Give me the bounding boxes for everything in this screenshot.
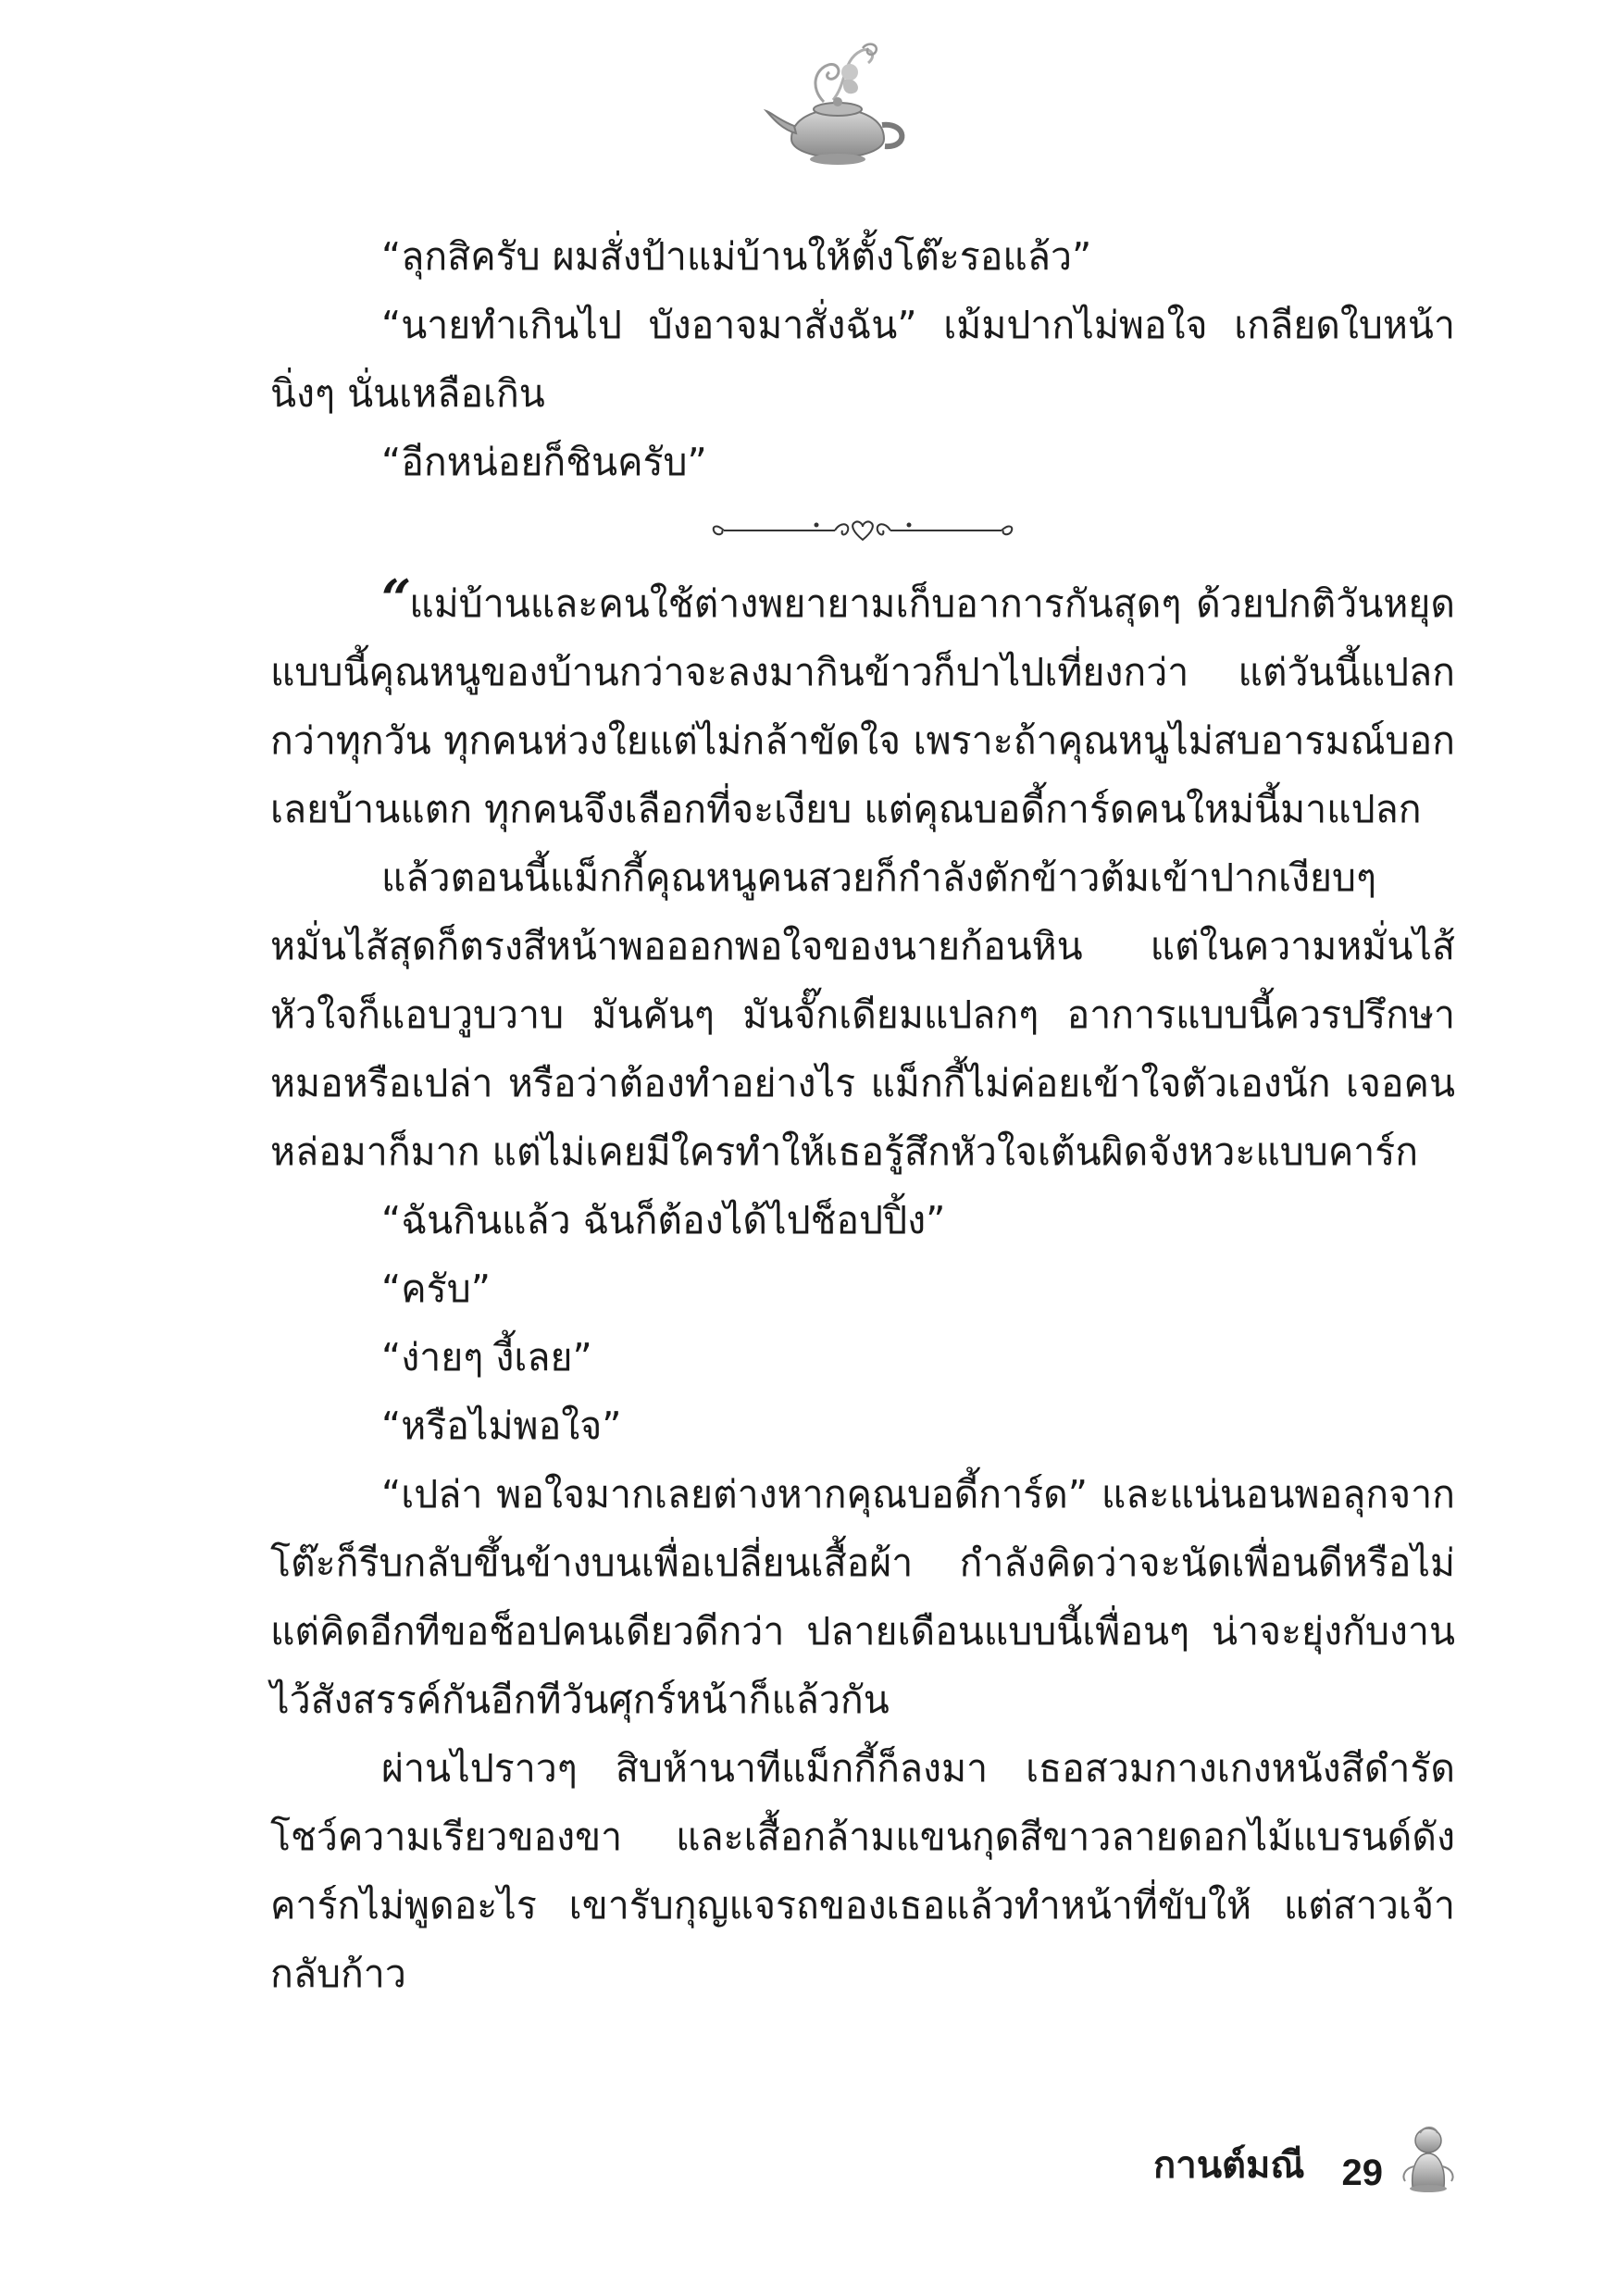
dropcap-quote-icon: “	[381, 568, 408, 630]
paragraph: “ลุกสิครับ ผมสั่งป้าแม่บ้านให้ตั้งโต๊ะรอแล้ว”	[381, 234, 1092, 279]
teapot-genie-icon	[759, 37, 916, 176]
body-text	[270, 222, 1455, 2008]
paragraph: “ง่ายๆ งี้เลย”	[381, 1335, 592, 1379]
paragraph: “หรือไม่พอใจ”	[381, 1404, 622, 1448]
heart-flourish-divider-icon	[705, 512, 1020, 549]
paragraph: ผ่านไปราวๆ สิบห้านาทีแม็กกี้ก็ลงมา เธอสวมกางเกงหนังสีดำรัดโชว์ความเรียวของขา และเสื้อกล้ามแขนกุดสีขาวลายดอกไม้แบรนด์ดัง คาร์กไม่พูดอะไร เขารับกุญแจรถของเธอแล้วทำหน้าที่ขับให้ แต่สาวเจ้ากลับก้าว	[270, 1746, 1455, 1996]
paragraph: “เปล่า พอใจมากเลยต่างหากคุณบอดี้การ์ด” และแน่นอนพอลุกจากโต๊ะก็รีบกลับขึ้นข้างบนเพื่อเปลี่ยนเสื้อผ้า กำลังคิดว่าจะนัดเพื่อนดีหรือไม่ แต่คิดอีกทีขอช็อปคนเดียวดีกว่า ปลายเดือนแบบนี้เพื่อนๆ น่าจะยุ่งกับงานไว้สังสรรค์กันอีกทีวันศุกร์หน้าก็แล้วกัน	[270, 1472, 1455, 1722]
dropcap-letter: แ	[409, 581, 434, 626]
author-name: กานต์มณี	[1153, 2144, 1305, 2187]
page-number: 29	[1341, 2152, 1383, 2193]
page-footer	[1153, 2120, 1461, 2194]
paragraph: “อีกหน่อยก็ชินครับ”	[381, 440, 707, 484]
paragraph: แล้วตอนนี้แม็กกี้คุณหนูคนสวยก็กำลังตักข้าวต้มเข้าปากเงียบๆ หมั่นไส้สุดก็ตรงสีหน้าพอออกพอใจของนายก้อนหิน แต่ในความหมั่นไส้หัวใจก็แอบวูบวาบ มันคันๆ มันจั๊กเดียมแปลกๆ อาการแบบนี้ควรปรึกษาหมอหรือเปล่า หรือว่าต้องทำอย่างไร แม็กกี้ไม่ค่อยเข้าใจตัวเองนัก เจอคนหล่อมาก็มาก แต่ไม่เคยมีใครทำให้เธอรู้สึกหัวใจเต้นผิดจังหวะแบบคาร์ก	[270, 855, 1455, 1174]
paragraph: “ครับ”	[381, 1267, 491, 1311]
paragraph-with-dropcap	[270, 565, 1455, 843]
paragraph-text: ม่บ้านและคนใช้ต่างพยายามเก็บอาการกันสุดๆ ด้วยปกติวันหยุดแบบนี้คุณหนูของบ้านกว่าจะลงมากินข้าวก็ปาไปเที่ยงกว่า แต่วันนี้แปลกกว่าทุกวัน ทุกคนห่วงใยแต่ไม่กล้าขัดใจ เพราะถ้าคุณหนูไม่สบอารมณ์บอกเลยบ้านแตก ทุกคนจึงเลือกที่จะเงียบ แต่คุณบอดี้การ์ดคนใหม่นี้มาแปลก	[270, 581, 1455, 831]
paragraph: “นายทำเกินไป บังอาจมาสั่งฉัน” เม้มปากไม่พอใจ เกลียดใบหน้านิ่งๆ นั่นเหลือเกิน	[270, 303, 1455, 416]
section-divider	[270, 496, 1455, 565]
paragraph: “ฉันกินแล้ว ฉันก็ต้องได้ไปช็อปปิ้ง”	[381, 1198, 946, 1242]
mascot-figure-icon	[1396, 2120, 1461, 2194]
